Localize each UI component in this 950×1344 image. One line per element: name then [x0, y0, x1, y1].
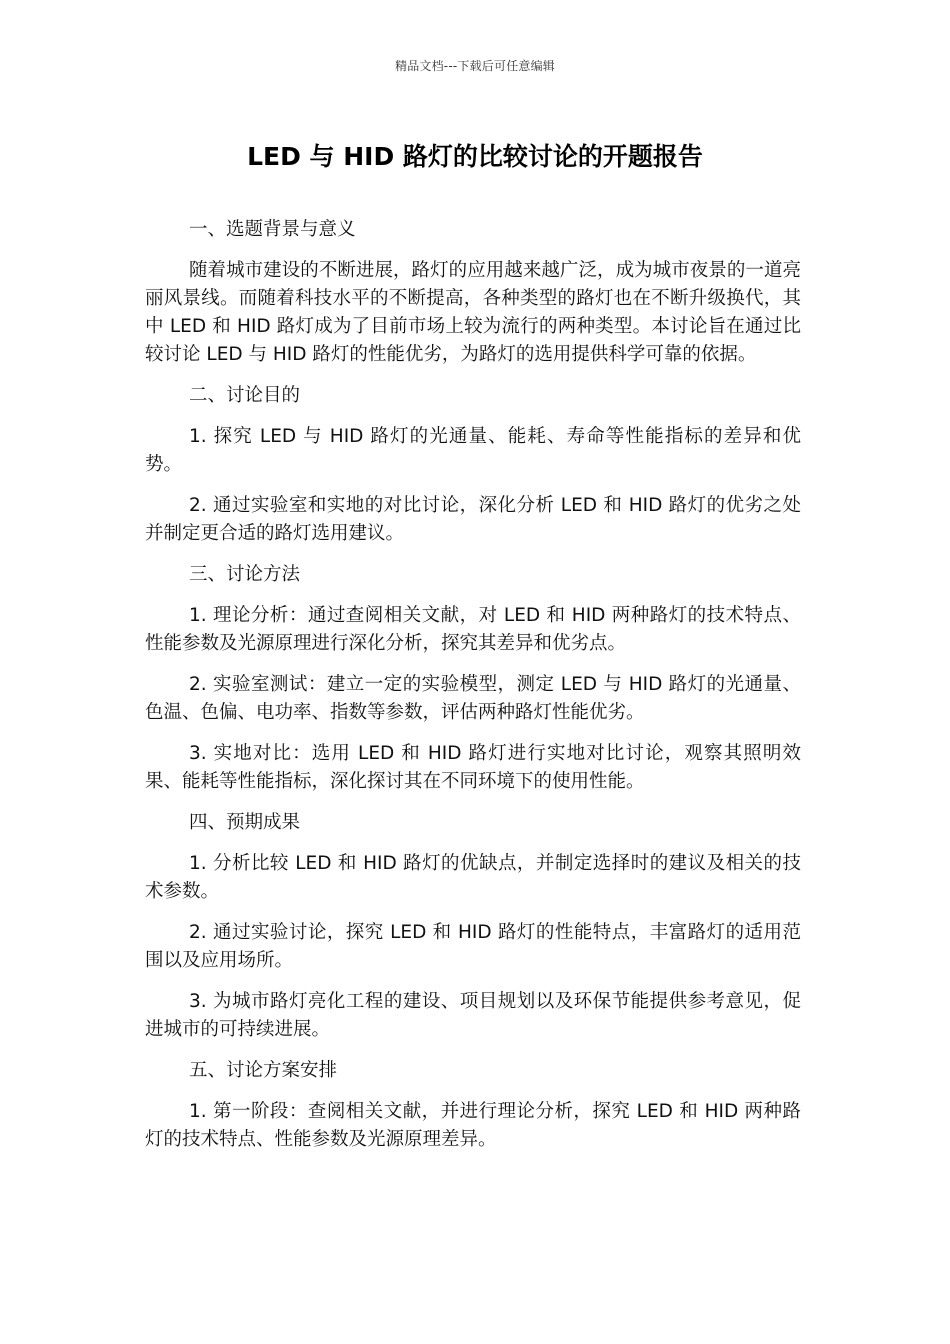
header-note: 精品文档---下载后可任意编辑 [395, 59, 555, 73]
paragraph-background: 随着城市建设的不断进展，路灯的应用越来越广泛，成为城市夜景的一道亮丽风景线。而随着科技水平的不断提高，各种类型的路灯也在不断升级换代，其中 LED 和 HID 路灯成为了目前市场上较为流行的两种类型。本讨论旨在通过比较讨论 LED 与 HID 路灯的性能优劣，为路灯的选用提供科学可靠的依据。 [145, 260, 801, 365]
section-heading-schedule: 五、讨论方案安排 [189, 1060, 338, 1081]
paragraph-objective-2: 2. 通过实验室和实地的对比讨论，深化分析 LED 和 HID 路灯的优劣之处并制定更合适的路灯选用建议。 [145, 495, 801, 544]
paragraph-method-2: 2. 实验室测试：建立一定的实验模型，测定 LED 与 HID 路灯的光通量、色温、色偏、电功率、指数等参数，评估两种路灯性能优劣。 [145, 674, 801, 723]
section-heading-background: 一、选题背景与意义 [189, 219, 356, 240]
paragraph-method-1: 1. 理论分析：通过查阅相关文献，对 LED 和 HID 两种路灯的技术特点、性能参数及光源原理进行深化分析，探究其差异和优劣点。 [145, 605, 801, 654]
paragraph-method-3: 3. 实地对比：选用 LED 和 HID 路灯进行实地对比讨论，观察其照明效果、能耗等性能指标，深化探讨其在不同环境下的使用性能。 [145, 743, 801, 792]
section-heading-expected-results: 四、预期成果 [189, 812, 301, 833]
paragraph-schedule-1: 1. 第一阶段：查阅相关文献，并进行理论分析，探究 LED 和 HID 两种路灯的技术特点、性能参数及光源原理差异。 [145, 1101, 801, 1150]
section-heading-objectives: 二、讨论目的 [189, 385, 301, 406]
paragraph-objective-1: 1. 探究 LED 与 HID 路灯的光通量、能耗、寿命等性能指标的差异和优势。 [145, 426, 801, 475]
paragraph-result-2: 2. 通过实验讨论，探究 LED 和 HID 路灯的性能特点，丰富路灯的适用范围以及应用场所。 [145, 922, 801, 971]
document-body [145, 216, 801, 1167]
section-heading-methods: 三、讨论方法 [189, 564, 301, 585]
document-title: LED 与 HID 路灯的比较讨论的开题报告 [247, 142, 703, 171]
paragraph-result-1: 1. 分析比较 LED 和 HID 路灯的优缺点，并制定选择时的建议及相关的技术参数。 [145, 853, 801, 902]
paragraph-result-3: 3. 为城市路灯亮化工程的建设、项目规划以及环保节能提供参考意见，促进城市的可持续进展。 [145, 991, 801, 1040]
